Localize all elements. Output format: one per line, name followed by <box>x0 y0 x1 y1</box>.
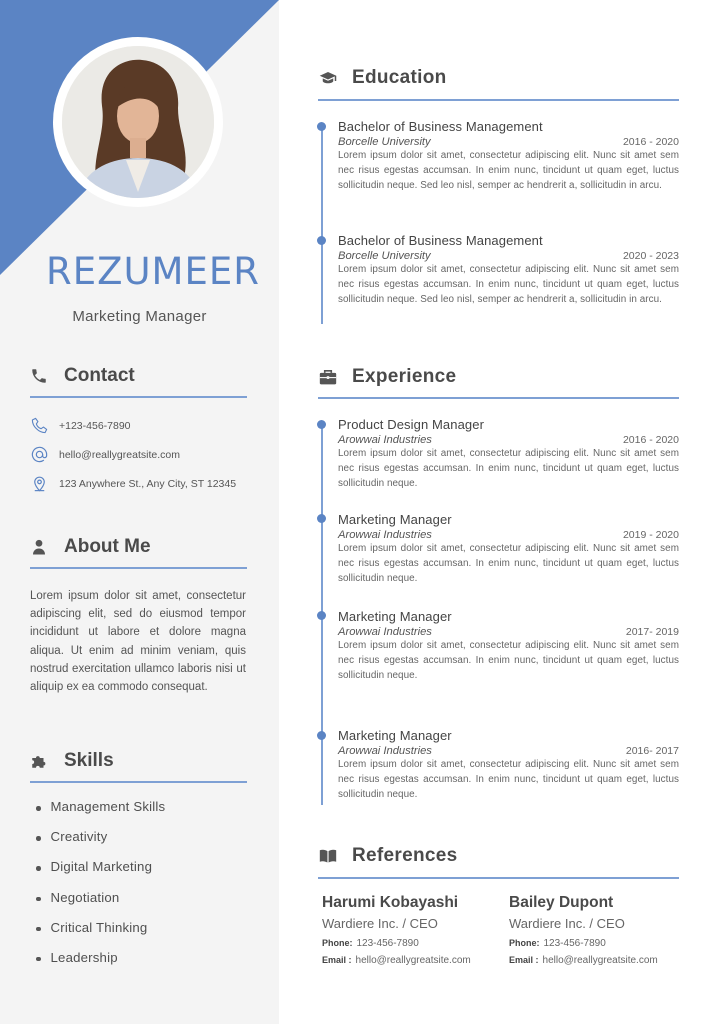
experience-entry <box>338 417 679 492</box>
about-divider <box>30 567 247 569</box>
experience-entry <box>338 728 679 803</box>
timeline-dot <box>317 420 326 429</box>
phone-icon <box>30 416 49 435</box>
reference-role: Wardiere Inc. / CEO <box>509 916 625 931</box>
reference-phone: Phone: 123-456-7890 <box>322 938 419 949</box>
about-text: Lorem ipsum dolor sit amet, consectetur adipiscing elit, sed do eiusmod tempor incididunt ut labore et dolore magna aliqua. Ut enim ad minim veniam, quis nostrud exercitation ullamco laboris nisi ut aliquip ex ea commodo consequat. <box>30 590 246 694</box>
entry-years: 2016 - 2020 <box>622 434 679 446</box>
references-divider <box>318 877 679 879</box>
sidebar <box>0 0 279 1024</box>
entry-org: Arowwai Industries <box>338 745 432 757</box>
entry-description: Lorem ipsum dolor sit amet, consectetur adipiscing elit. Nunc sit amet sem nec risus egestas accumsan. In enim nunc, tincidunt ut quam eget, luctus sollicitudin neque. Sed leo nisl, semper ac hendrerit a, sollicitudin in arcu. <box>338 264 679 305</box>
reference-role: Wardiere Inc. / CEO <box>322 916 438 931</box>
experience-title: Experience <box>352 366 457 387</box>
skills-title: Skills <box>64 750 114 771</box>
reference-email: Email : hello@reallygreatsite.com <box>509 955 658 966</box>
entry-title: Bachelor of Business Management <box>338 233 543 248</box>
skill-item: Critical Thinking <box>36 920 165 950</box>
skill-item: Negotiation <box>36 890 165 920</box>
timeline-dot <box>317 122 326 131</box>
contact-heading <box>30 365 135 387</box>
entry-description: Lorem ipsum dolor sit amet, consectetur adipiscing elit. Nunc sit amet sem nec risus egestas accumsan. In enim nunc, tincidunt ut quam eget, luctus sollicitudin neque. <box>338 759 679 800</box>
experience-entry <box>338 609 679 684</box>
reference-email: Email : hello@reallygreatsite.com <box>322 955 471 966</box>
contact-phone-text: +123-456-7890 <box>59 419 131 432</box>
contact-email-text: hello@reallygreatsite.com <box>59 448 180 461</box>
skill-item: Digital Marketing <box>36 859 165 889</box>
education-title: Education <box>352 67 447 88</box>
entry-title: Marketing Manager <box>338 609 452 624</box>
entry-org: Borcelle University <box>338 250 431 262</box>
briefcase-icon <box>318 368 338 386</box>
contact-address-text: 123 Anywhere St., Any City, ST 12345 <box>59 477 237 490</box>
contact-address <box>30 474 236 493</box>
contact-title: Contact <box>64 365 135 386</box>
entry-title: Product Design Manager <box>338 417 484 432</box>
entry-years: 2020 - 2023 <box>622 250 679 262</box>
references-heading <box>318 845 457 867</box>
skills-divider <box>30 781 247 783</box>
profile-photo <box>62 46 214 198</box>
contact-divider <box>30 396 247 398</box>
person-name: REZUMEER <box>46 250 260 293</box>
entry-org: Arowwai Industries <box>338 529 432 541</box>
skills-list <box>36 799 165 980</box>
skill-item: Creativity <box>36 829 165 859</box>
reference-name: Bailey Dupont <box>509 894 614 911</box>
entry-title: Marketing Manager <box>338 728 452 743</box>
entry-org: Arowwai Industries <box>338 626 432 638</box>
skills-heading <box>30 750 114 772</box>
entry-title: Bachelor of Business Management <box>338 119 543 134</box>
entry-years: 2017- 2019 <box>625 626 679 638</box>
entry-title: Marketing Manager <box>338 512 452 527</box>
entry-description: Lorem ipsum dolor sit amet, consectetur adipiscing elit. Nunc sit amet sem nec risus egestas accumsan. In enim nunc, tincidunt ut quam eget, luctus sollicitudin neque. <box>338 640 679 681</box>
experience-heading <box>318 366 456 388</box>
entry-org: Arowwai Industries <box>338 434 432 446</box>
about-title: About Me <box>64 536 151 557</box>
location-icon <box>30 474 49 493</box>
puzzle-icon <box>30 752 48 770</box>
experience-entry <box>338 512 679 587</box>
entry-years: 2019 - 2020 <box>622 529 679 541</box>
entry-years: 2016 - 2020 <box>622 136 679 148</box>
skill-item: Leadership <box>36 950 165 980</box>
contact-email <box>30 445 180 464</box>
timeline-dot <box>317 236 326 245</box>
email-icon <box>30 445 49 464</box>
reference-card <box>322 894 512 966</box>
skill-item: Management Skills <box>36 799 165 829</box>
entry-description: Lorem ipsum dolor sit amet, consectetur adipiscing elit. Nunc sit amet sem nec risus egestas accumsan. In enim nunc, tincidunt ut quam eget, luctus sollicitudin neque. <box>338 448 679 489</box>
entry-org: Borcelle University <box>338 136 431 148</box>
education-entry <box>338 119 679 194</box>
timeline-dot <box>317 611 326 620</box>
entry-description: Lorem ipsum dolor sit amet, consectetur adipiscing elit. Nunc sit amet sem nec risus egestas accumsan. In enim nunc, tincidunt ut quam eget, luctus sollicitudin neque. <box>338 543 679 584</box>
entry-description: Lorem ipsum dolor sit amet, consectetur adipiscing elit. Nunc sit amet sem nec risus egestas accumsan. In enim nunc, tincidunt ut quam eget, luctus sollicitudin neque. Sed leo nisl, semper ac hendrerit a, sollicitudin in arcu. <box>338 150 679 191</box>
graduation-cap-icon <box>318 69 338 87</box>
book-icon <box>318 847 338 865</box>
education-entry <box>338 233 679 308</box>
user-icon <box>30 538 48 556</box>
reference-phone: Phone: 123-456-7890 <box>509 938 606 949</box>
education-divider <box>318 99 679 101</box>
references-title: References <box>352 845 458 866</box>
timeline-dot <box>317 731 326 740</box>
contact-phone <box>30 416 131 435</box>
reference-card <box>509 894 699 966</box>
experience-divider <box>318 397 679 399</box>
timeline-dot <box>317 514 326 523</box>
reference-name: Harumi Kobayashi <box>322 894 459 911</box>
about-heading <box>30 536 151 558</box>
education-heading <box>318 67 447 89</box>
phone-icon <box>30 367 48 385</box>
education-timeline <box>321 127 323 324</box>
entry-years: 2016- 2017 <box>625 745 679 757</box>
person-role: Marketing Manager <box>72 308 207 325</box>
